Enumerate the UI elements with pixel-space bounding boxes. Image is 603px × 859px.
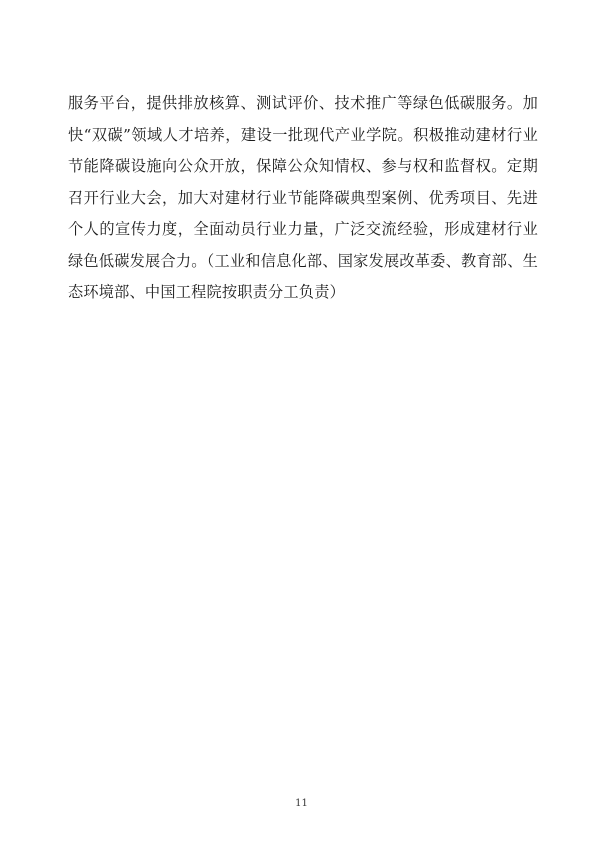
page-number: 11 bbox=[295, 798, 308, 809]
page-content bbox=[68, 88, 538, 309]
body-paragraph: 服务平台，提供排放核算、测试评价、技术推广等绿色低碳服务。加快“双碳”领域人才培养，建设一批现代产业学院。积极推动建材行业节能降碳设施向公众开放，保障公众知情权、参与权和监督权。定期召开行业大会，加大对建材行业节能降碳典型案例、优秀项目、先进个人的宣传力度，全面动员行业力量，广泛交流经验，形成建材行业绿色低碳发展合力。（工业和信息化部、国家发展改革委、教育部、生态环境部、中国工程院按职责分工负责） bbox=[68, 94, 538, 301]
